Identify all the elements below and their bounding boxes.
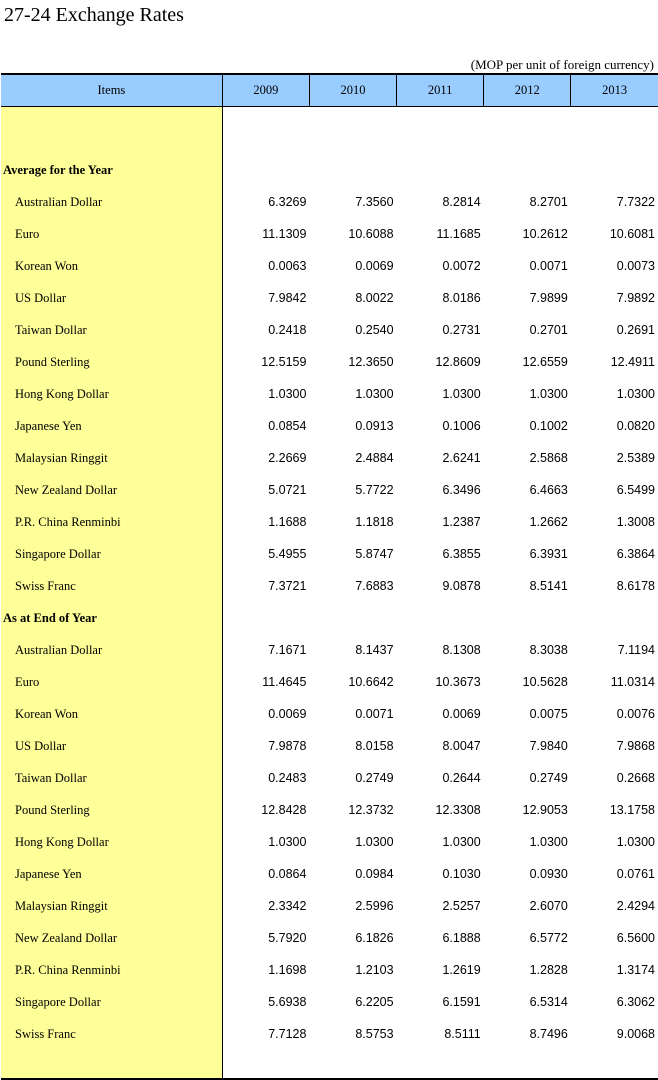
rate-value: 13.1758 — [609, 803, 655, 817]
rate-value: 0.2691 — [616, 323, 655, 337]
rate-value: 0.0069 — [355, 259, 394, 273]
rate-value: 5.6938 — [268, 995, 307, 1009]
rate-value: 1.2828 — [529, 963, 568, 977]
table-row — [1, 890, 658, 922]
rate-value: 6.1888 — [442, 931, 481, 945]
rate-value: 0.2483 — [268, 771, 307, 785]
rate-value: 8.2814 — [442, 195, 481, 209]
table-row — [1, 538, 658, 570]
rate-value: 0.2418 — [268, 323, 307, 337]
rate-value: 6.4663 — [529, 483, 568, 497]
column-header-year: 2009 — [222, 74, 309, 107]
empty-cell — [571, 107, 658, 155]
table-row — [1, 218, 658, 250]
currency-label: Korean Won — [1, 250, 222, 282]
rate-value: 8.5141 — [529, 579, 568, 593]
table-row — [1, 666, 658, 698]
rate-value: 0.2731 — [442, 323, 481, 337]
rate-value: 8.0158 — [355, 739, 394, 753]
rate-value: 0.0854 — [268, 419, 307, 433]
table-footer-row — [1, 1050, 658, 1079]
table-row — [1, 442, 658, 474]
empty-cell — [571, 1050, 658, 1079]
rate-value: 1.1818 — [355, 515, 394, 529]
table-row — [1, 250, 658, 282]
currency-label: Singapore Dollar — [1, 538, 222, 570]
rate-value: 7.9899 — [529, 291, 568, 305]
rate-value: 0.0864 — [268, 867, 307, 881]
table-row — [1, 410, 658, 442]
currency-label: US Dollar — [1, 730, 222, 762]
rate-value: 12.8609 — [435, 355, 481, 369]
rate-value: 0.0075 — [529, 707, 568, 721]
rate-value: 11.1685 — [436, 227, 481, 241]
rate-value: 2.5257 — [442, 899, 481, 913]
rate-value: 7.9842 — [268, 291, 307, 305]
rate-value: 8.6178 — [616, 579, 655, 593]
rate-value: 6.3931 — [529, 547, 568, 561]
currency-label: Malaysian Ringgit — [1, 442, 222, 474]
rate-value: 0.2668 — [616, 771, 655, 785]
empty-cell — [222, 107, 309, 155]
rate-value: 1.0300 — [616, 387, 655, 401]
rate-value: 6.1826 — [355, 931, 394, 945]
empty-cell — [309, 1050, 396, 1079]
rate-value: 10.6642 — [348, 675, 394, 689]
rate-value: 8.5753 — [355, 1027, 394, 1041]
rate-value: 7.9878 — [268, 739, 307, 753]
currency-label: Taiwan Dollar — [1, 314, 222, 346]
rate-value: 7.9892 — [616, 291, 655, 305]
table-row — [1, 794, 658, 826]
rate-value: 9.0068 — [616, 1027, 655, 1041]
section-heading: Average for the Year — [1, 154, 222, 186]
rate-value: 0.0820 — [616, 419, 655, 433]
rate-value: 1.0300 — [529, 835, 568, 849]
currency-label: P.R. China Renminbi — [1, 506, 222, 538]
rate-value: 1.0300 — [616, 835, 655, 849]
table-row — [1, 858, 658, 890]
rate-value: 10.6088 — [348, 227, 394, 241]
column-header-year: 2011 — [397, 74, 484, 107]
rate-value: 0.1002 — [529, 419, 568, 433]
rate-value: 2.3342 — [268, 899, 307, 913]
currency-label: Hong Kong Dollar — [1, 378, 222, 410]
rate-value: 2.4884 — [355, 451, 394, 465]
rate-value: 7.7322 — [616, 195, 655, 209]
rate-value: 1.0300 — [529, 387, 568, 401]
rate-value: 7.9868 — [616, 739, 655, 753]
empty-cell — [309, 602, 396, 634]
rate-value: 7.7128 — [268, 1027, 307, 1041]
table-row — [1, 826, 658, 858]
empty-cell — [484, 1050, 571, 1079]
rate-value: 7.6883 — [355, 579, 394, 593]
table-row — [1, 730, 658, 762]
empty-cell — [309, 154, 396, 186]
section-heading-row — [1, 602, 658, 634]
currency-label: Euro — [1, 218, 222, 250]
rate-value: 1.1698 — [268, 963, 307, 977]
currency-label: New Zealand Dollar — [1, 922, 222, 954]
rate-value: 6.3269 — [268, 195, 307, 209]
rate-value: 1.2387 — [442, 515, 481, 529]
table-row — [1, 346, 658, 378]
rate-value: 10.3673 — [435, 675, 481, 689]
rate-value: 1.2662 — [529, 515, 568, 529]
rate-value: 0.1006 — [442, 419, 481, 433]
section-heading-row — [1, 154, 658, 186]
currency-label: Japanese Yen — [1, 410, 222, 442]
exchange-rates-table — [1, 73, 658, 1080]
rate-value: 1.2619 — [442, 963, 481, 977]
rate-value: 11.1309 — [262, 227, 307, 241]
table-row — [1, 506, 658, 538]
empty-cell — [571, 602, 658, 634]
empty-cell — [571, 154, 658, 186]
rate-value: 10.5628 — [522, 675, 568, 689]
rate-value: 7.3721 — [268, 579, 307, 593]
rate-value: 8.7496 — [529, 1027, 568, 1041]
currency-label: Taiwan Dollar — [1, 762, 222, 794]
rate-value: 1.0300 — [355, 387, 394, 401]
rate-value: 1.1688 — [268, 515, 307, 529]
table-row — [1, 186, 658, 218]
rate-value: 8.0047 — [442, 739, 481, 753]
table-row — [1, 954, 658, 986]
empty-cell — [397, 154, 484, 186]
rate-value: 0.0073 — [616, 259, 655, 273]
currency-label: Swiss Franc — [1, 1018, 222, 1050]
rate-value: 8.3038 — [529, 643, 568, 657]
currency-label: Pound Sterling — [1, 346, 222, 378]
rate-value: 1.3008 — [616, 515, 655, 529]
rate-value: 5.0721 — [268, 483, 307, 497]
currency-label: Pound Sterling — [1, 794, 222, 826]
table-body — [1, 107, 658, 1080]
rate-value: 12.9053 — [522, 803, 568, 817]
empty-cell — [309, 107, 396, 155]
column-header-year: 2013 — [571, 74, 658, 107]
rate-value: 12.3650 — [348, 355, 394, 369]
rate-value: 1.0300 — [268, 387, 307, 401]
rate-value: 0.0071 — [529, 259, 568, 273]
rate-value: 0.1030 — [442, 867, 481, 881]
currency-label: Hong Kong Dollar — [1, 826, 222, 858]
rate-value: 8.0022 — [355, 291, 394, 305]
rate-value: 8.1308 — [442, 643, 481, 657]
rate-value: 2.6241 — [442, 451, 481, 465]
rate-value: 7.3560 — [355, 195, 394, 209]
rate-value: 6.5499 — [616, 483, 655, 497]
empty-cell — [222, 154, 309, 186]
rate-value: 0.2540 — [355, 323, 394, 337]
column-header-year: 2012 — [484, 74, 571, 107]
rate-value: 0.0930 — [529, 867, 568, 881]
rate-value: 7.1194 — [617, 643, 655, 657]
rate-value: 0.0072 — [442, 259, 481, 273]
rate-value: 10.2612 — [522, 227, 568, 241]
table-row — [1, 922, 658, 954]
table-row — [1, 986, 658, 1018]
rate-value: 0.2749 — [529, 771, 568, 785]
column-header-year: 2010 — [309, 74, 396, 107]
rate-value: 8.2701 — [529, 195, 568, 209]
currency-label: Korean Won — [1, 698, 222, 730]
spacer-row — [1, 107, 658, 155]
rate-value: 0.0071 — [355, 707, 394, 721]
items-cell — [1, 1050, 222, 1079]
rate-value: 6.1591 — [442, 995, 481, 1009]
rate-value: 6.3496 — [442, 483, 481, 497]
rate-value: 1.0300 — [268, 835, 307, 849]
table-row — [1, 698, 658, 730]
rate-value: 0.0913 — [355, 419, 394, 433]
rate-value: 6.2205 — [355, 995, 394, 1009]
rate-value: 2.6070 — [529, 899, 568, 913]
rate-value: 7.1671 — [268, 643, 307, 657]
table-row — [1, 378, 658, 410]
rate-value: 12.3732 — [348, 803, 394, 817]
rate-value: 7.9840 — [529, 739, 568, 753]
table-row — [1, 314, 658, 346]
rate-value: 1.0300 — [355, 835, 394, 849]
rate-value: 0.0761 — [616, 867, 655, 881]
rate-value: 12.3308 — [435, 803, 481, 817]
table-row — [1, 570, 658, 602]
rate-value: 11.0314 — [610, 675, 655, 689]
table-row — [1, 634, 658, 666]
table-row — [1, 762, 658, 794]
rate-value: 5.8747 — [355, 547, 394, 561]
rate-value: 1.3174 — [616, 963, 655, 977]
currency-label: Singapore Dollar — [1, 986, 222, 1018]
rate-value: 6.5772 — [529, 931, 568, 945]
currency-label: US Dollar — [1, 282, 222, 314]
empty-cell — [484, 602, 571, 634]
empty-cell — [222, 1050, 309, 1079]
rate-value: 0.0069 — [268, 707, 307, 721]
rate-value: 0.2749 — [355, 771, 394, 785]
rate-value: 12.5159 — [261, 355, 307, 369]
unit-note: (MOP per unit of foreign currency) — [470, 57, 654, 72]
empty-cell — [484, 154, 571, 186]
rate-value: 10.6081 — [609, 227, 655, 241]
section-heading: As at End of Year — [1, 602, 222, 634]
rate-value: 0.0076 — [616, 707, 655, 721]
empty-cell — [222, 602, 309, 634]
empty-cell — [397, 1050, 484, 1079]
table-row — [1, 474, 658, 506]
rate-value: 1.0300 — [442, 387, 481, 401]
rate-value: 6.3855 — [442, 547, 481, 561]
table-title: 27-24 Exchange Rates — [4, 4, 184, 26]
rate-value: 6.5600 — [616, 931, 655, 945]
rate-value: 6.3864 — [616, 547, 655, 561]
rate-value: 8.1437 — [355, 643, 394, 657]
rate-value: 1.0300 — [442, 835, 481, 849]
rate-value: 5.7920 — [268, 931, 307, 945]
rate-value: 6.5314 — [529, 995, 568, 1009]
rate-value: 0.2701 — [529, 323, 568, 337]
rate-value: 8.5111 — [444, 1027, 481, 1041]
rate-value: 1.2103 — [355, 963, 394, 977]
currency-label: Japanese Yen — [1, 858, 222, 890]
currency-label: New Zealand Dollar — [1, 474, 222, 506]
table-row — [1, 282, 658, 314]
rate-value: 12.8428 — [261, 803, 307, 817]
empty-cell — [484, 107, 571, 155]
currency-label: Australian Dollar — [1, 634, 222, 666]
empty-cell — [397, 107, 484, 155]
rate-value: 8.0186 — [442, 291, 481, 305]
rate-value: 2.5868 — [529, 451, 568, 465]
rate-value: 0.0984 — [355, 867, 394, 881]
rate-value: 0.0069 — [442, 707, 481, 721]
rate-value: 0.0063 — [268, 259, 307, 273]
currency-label: Australian Dollar — [1, 186, 222, 218]
rate-value: 5.7722 — [355, 483, 394, 497]
rate-value: 2.5389 — [616, 451, 655, 465]
currency-label: P.R. China Renminbi — [1, 954, 222, 986]
rate-value: 5.4955 — [268, 547, 307, 561]
currency-label: Malaysian Ringgit — [1, 890, 222, 922]
currency-label: Euro — [1, 666, 222, 698]
column-header-items: Items — [1, 74, 222, 107]
rate-value: 11.4645 — [262, 675, 307, 689]
header-row — [1, 74, 658, 107]
rate-value: 12.6559 — [522, 355, 568, 369]
items-cell — [1, 107, 222, 155]
rate-value: 2.5996 — [355, 899, 394, 913]
rate-value: 9.0878 — [442, 579, 481, 593]
rate-value: 2.4294 — [616, 899, 655, 913]
rate-value: 2.2669 — [268, 451, 307, 465]
table-row — [1, 1018, 658, 1050]
rate-value: 6.3062 — [616, 995, 655, 1009]
rate-value: 12.4911 — [610, 355, 655, 369]
rate-value: 0.2644 — [442, 771, 481, 785]
empty-cell — [397, 602, 484, 634]
currency-label: Swiss Franc — [1, 570, 222, 602]
